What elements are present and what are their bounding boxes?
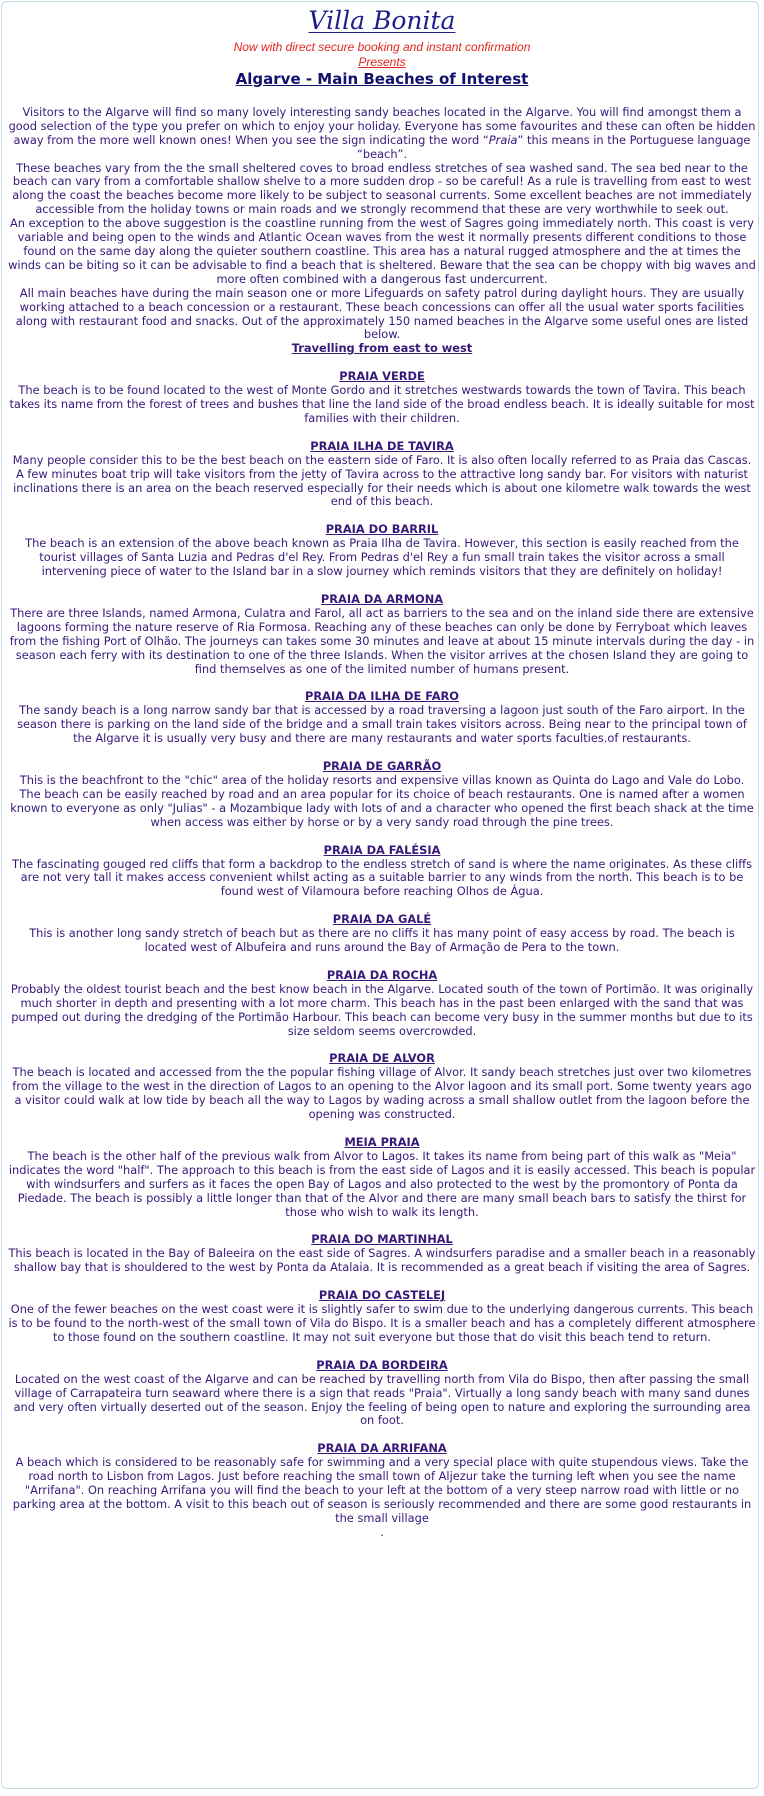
beach-entry	[8, 523, 756, 579]
praia-word: Praia	[488, 132, 518, 147]
beach-description: This beach is located in the Bay of Baleeira on the east side of Sagres. A windsurfers paradise and a smaller beach in a reasonably shallow bay that is shouldered to the west by Ponta da Atalaia. It is recommended as a great beach if visiting the area of Sagres.	[8, 1246, 756, 1275]
beach-description: There are three Islands, named Armona, Culatra and Farol, all act as barriers to the sea and on the inland side there are extensive lagoons forming the nature reserve of Ria Formosa. Reaching any of these beaches can only be done by Ferryboat which leaves from the fishing Port of Olhão. The journeys can takes some 30 minutes and leave at about 15 minute intervals during the day - in season each ferry with its destination to one of the three Islands. When the visitor arrives at the chosen Island they are going to find themselves as one of the limited number of humans present.	[9, 605, 755, 676]
beach-entry	[8, 1233, 756, 1275]
beach-entry	[8, 1289, 756, 1345]
beach-name: MEIA PRAIA	[344, 1135, 420, 1149]
beach-entry	[8, 593, 756, 676]
booking-tagline: Now with direct secure booking and instant confirmation	[233, 40, 531, 54]
beach-list	[8, 370, 756, 1526]
beach-description: The beach is located and accessed from the the popular fishing village of Alvor. It sandy beach stretches just over two kilometres from the village to the west in the direction of Lagos to an opening to the Alvor lagoon and its small port. Some twenty years ago a visitor could walk at low tide by beach all the way to Lagos by wading across a small shallow outlet from the lagoon before the opening was constructed.	[12, 1065, 752, 1122]
intro-paragraph: All main beaches have during the main season one or more Lifeguards on safety patrol during daylight hours. They are usually working attached to a beach concession or a restaurant. These beach concessions can offer all the usual water sports facilities along with restaurant food and snacks. Out of the approximately 150 named beaches in the Algarve some useful ones are listed below.	[15, 285, 749, 342]
beach-name: PRAIA DO BARRIL	[325, 522, 439, 537]
beach-description: This is another long sandy stretch of beach but as there are no cliffs it has many point of easy access by road. The beach is located west of Albufeira and runs around the Bay of Armação de Pera to the town.	[29, 926, 735, 955]
beach-entry	[8, 913, 756, 955]
beach-description: The fascinating gouged red cliffs that form a backdrop to the endless stretch of sand is where the name originates. As these cliffs are not very tall it makes access convenient whilst acting as a suitable barrier to any winds from the north. This beach is to be found west of Vilamoura before reaching Olhos de Água.	[11, 856, 753, 899]
page-title: Algarve - Main Beaches of Interest	[235, 69, 529, 88]
beach-name: PRAIA VERDE	[339, 369, 425, 384]
beach-description: Located on the west coast of the Algarve and can be reached by travelling north from Vila do Bispo, then after passing the small village of Carrapateira turn seaward where there is a sign that reads "Praia". Virtually a long sandy beach with many sand dunes and very often virtually deserted out of the season. Enjoy the feeling of being open to nature and exploring the surrounding area on foot.	[13, 1371, 751, 1428]
beach-description: The beach is an extension of the above beach known as Praia Ilha de Tavira. However, this section is easily reached from the tourist villages of Santa Luzia and Pedras d'el Rey. From Pedras d'el Rey a fun small train takes the visitor across a small intervening piece of water to the Island bar in a slow journey which reminds visitors that they are definitely on holiday!	[25, 536, 739, 579]
beach-entry	[8, 440, 756, 510]
beach-description: This is the beachfront to the "chic" area of the holiday resorts and expensive villas known as Quinta do Lago and Vale do Lobo. The beach can be easily reached by road and an area popular for its choice of beach restaurants. One is named after a women known to everyone as only "Julias" - a Mozambique lady with lots of and a character who opened the first beach shack at the time when access was either by horse or by a very sandy road through the pine trees.	[10, 772, 754, 829]
beach-description: Probably the oldest tourist beach and the best know beach in the Algarve. Located south of the town of Portimão. It was originally much shorter in depth and presenting with a lot more charm. This beach has in the past been enlarged with the sand that was pumped out during the dredging of the Portimão Harbour. This beach can become very busy in the summer months but due to its size seldom seems overcrowded.	[10, 981, 754, 1038]
beach-entry	[8, 760, 756, 830]
direction-heading: Travelling from east to west	[291, 341, 473, 356]
beach-entry	[8, 1052, 756, 1122]
beach-entry	[8, 1442, 756, 1525]
page-frame	[1, 1, 759, 1789]
page-content	[8, 6, 756, 1540]
intro-text: Visitors to the Algarve will find so many lovely interesting sandy beaches located in the Algarve. You will find amongst them a good selection of the type you prefer on which to enjoy your holiday. Everyone has some favourites and these can often be hidden away from the more well known ones! When you see the sign indicating the word “	[8, 104, 756, 147]
beach-description: A beach which is considered to be reasonably safe for swimming and a very special place with quite stupendous views. Take the road north to Lisbon from Lagos. Just before reaching the small town of Aljezur take the turning left when you see the name "Arrifana". On reaching Arrifana you will find the beach to your left at the bottom of a very steep narrow road with little or no parking area at the bottom. A visit to this beach out of season is seriously recommended and there are some good restaurants in the small village	[12, 1455, 752, 1525]
beach-entry	[8, 370, 756, 426]
beach-name: PRAIA DA BORDEIRA	[316, 1357, 448, 1372]
footer-dot: .	[380, 1524, 384, 1539]
beach-entry	[8, 969, 756, 1039]
beach-description: The beach is to be found located to the west of Monte Gordo and it stretches westwards towards the town of Tavira. This beach takes its name from the forest of trees and bushes that line the land side of the broad endless beach. It is ideally suitable for most families with their children.	[9, 383, 755, 425]
beach-name: PRAIA DA ARMONA	[320, 592, 444, 606]
intro-paragraph: These beaches vary from the the small sheltered coves to broad endless stretches of sea washed sand. The sea bed near to the beach can vary from a comfortable shallow shelve to a more sudden drop - so be careful! As a rule is travelling from east to west along the coast the beaches become more likely to be subject to seasonal currents. Some excellent beaches are not immediately accessible from the holiday towns or main roads and we strongly recommend that these are very worthwhile to seek out.	[12, 160, 752, 217]
beach-entry	[8, 844, 756, 900]
beach-description: The beach is the other half of the previous walk from Alvor to Lagos. It takes its name from being part of this walk as "Meia" indicates the word "half". The approach to this beach is from the east side of Lagos and it is easily accessed. This beach is popular with windsurfers and surfers as it faces the open Bay of Lagos and also protected to the west by the promontory of Ponta da Piedade. The beach is possibly a little longer than that of the Alvor and there are many small beach bars to satisfy the thirst for those who wish to walk its length.	[8, 1148, 756, 1219]
beach-entry	[8, 1359, 756, 1429]
intro-paragraph	[8, 106, 756, 162]
beach-name: PRAIA DA FALÉSIA	[323, 842, 441, 857]
beach-description: The sandy beach is a long narrow sandy bar that is accessed by a road traversing a lagoon just south of the Faro airport. In the season there is parking on the land side of the bridge and a small train takes visitors across. Being near to the principal town of the Algarve it is usually very busy and there are many restaurants and water sports faculties.of restaurants.	[17, 703, 747, 746]
beach-name: PRAIA DA ILHA DE FARO	[305, 689, 459, 704]
presents-link[interactable]: Presents	[358, 55, 406, 69]
beach-name: PRAIA DE ALVOR	[329, 1051, 435, 1066]
beach-description: One of the fewer beaches on the west coast were it is slightly safer to swim due to the underlying dangerous currents. This beach is to be found to the north-west of the small town of Vila do Bispo. It is a smaller beach and has a completely different atmosphere to those found on the southern coastline. It may not suit everyone but those that do visit this beach tend to return.	[8, 1302, 756, 1344]
beach-name: PRAIA ILHA DE TAVIRA	[310, 438, 454, 453]
beach-name: PRAIA DE GARRÃO	[322, 759, 442, 774]
beach-name: PRAIA DA ARRIFANA	[317, 1441, 447, 1456]
beach-entry	[8, 1136, 756, 1219]
beach-name: PRAIA DO CASTELEJ	[318, 1288, 446, 1303]
beach-description: Many people consider this to be the best beach on the eastern side of Faro. It is also often locally referred to as Praia das Cascas. A few minutes boat trip will take visitors from the jetty of Tavira across to the attractive long sandy bar. For visitors with naturist inclinations there is an area on the beach reserved especially for their needs which is about one kilometre walk towards the west end of this beach.	[12, 452, 752, 509]
intro-section	[8, 106, 756, 356]
beach-entry	[8, 690, 756, 746]
beach-name: PRAIA DO MARTINHAL	[311, 1232, 453, 1247]
brand-title[interactable]: Villa Bonita	[308, 6, 456, 35]
beach-name: PRAIA DA GALÉ	[332, 912, 432, 927]
beach-name: PRAIA DA ROCHA	[326, 967, 438, 982]
intro-text: ” this means in the Portuguese language “beach”.	[356, 132, 751, 161]
intro-paragraph: An exception to the above suggestion is the coastline running from the west of Sagres going immediately north. This coast is very variable and being open to the winds and Atlantic Ocean waves from the west it normally presents different conditions to those found on the same day along the quieter southern coastline. This area has a natural rugged atmosphere and the at times the winds can be biting so it can be advisable to find a beach that is sheltered. Beware that the sea can be choppy with big waves and more often combined with a dangerous fast undercurrent.	[8, 216, 756, 286]
